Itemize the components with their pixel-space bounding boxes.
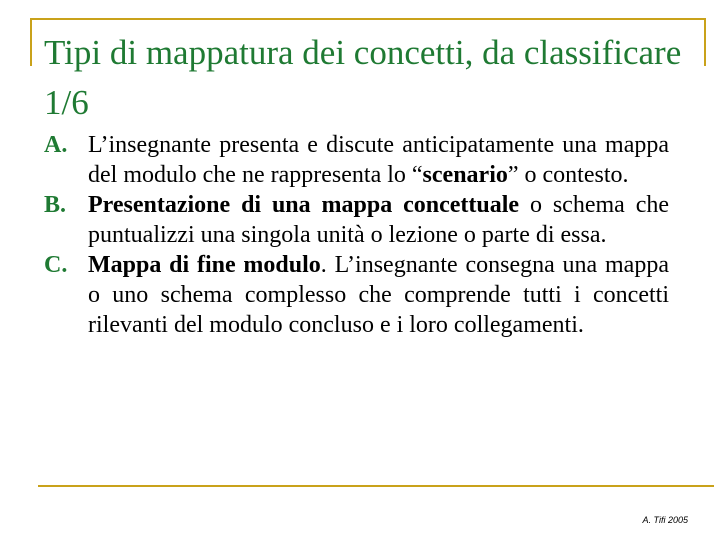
item-text-bold: scenario — [422, 162, 508, 188]
frame-right-line — [704, 18, 706, 66]
item-text — [88, 250, 669, 340]
item-marker: B. — [44, 192, 67, 218]
item-text-start: L’insegnante presenta e discute anticipatamente una mappa del modulo che ne rappresenta lo “ — [88, 132, 669, 188]
list-item-a — [44, 130, 669, 190]
item-text-bold: Presentazione di una mappa concettuale — [88, 192, 520, 218]
item-text — [88, 130, 669, 190]
slide-title: Tipi di mappatura dei concetti, da classificare 1/6 — [44, 33, 682, 122]
item-text-end: ” o contesto. — [507, 162, 629, 188]
item-text-end: . L’insegnante consegna una mappa o uno schema complesso che comprende tutti i concetti rilevanti del modulo concluso e i loro collegamenti. — [88, 252, 669, 338]
item-text — [88, 190, 669, 250]
list-item-b — [44, 190, 669, 250]
frame-top-line — [30, 18, 706, 20]
footer-credit: A. Tifi 2005 — [642, 515, 688, 525]
item-marker: A. — [44, 132, 68, 158]
list-item-c — [44, 250, 669, 340]
item-text-end: o schema che puntualizzi una singola unità o lezione o parte di essa. — [88, 192, 669, 248]
frame-left-line — [30, 18, 32, 66]
item-list — [44, 130, 669, 340]
item-marker: C. — [44, 252, 68, 278]
frame-bottom-line — [38, 485, 714, 487]
item-text-bold: Mappa di fine modulo — [88, 252, 321, 278]
